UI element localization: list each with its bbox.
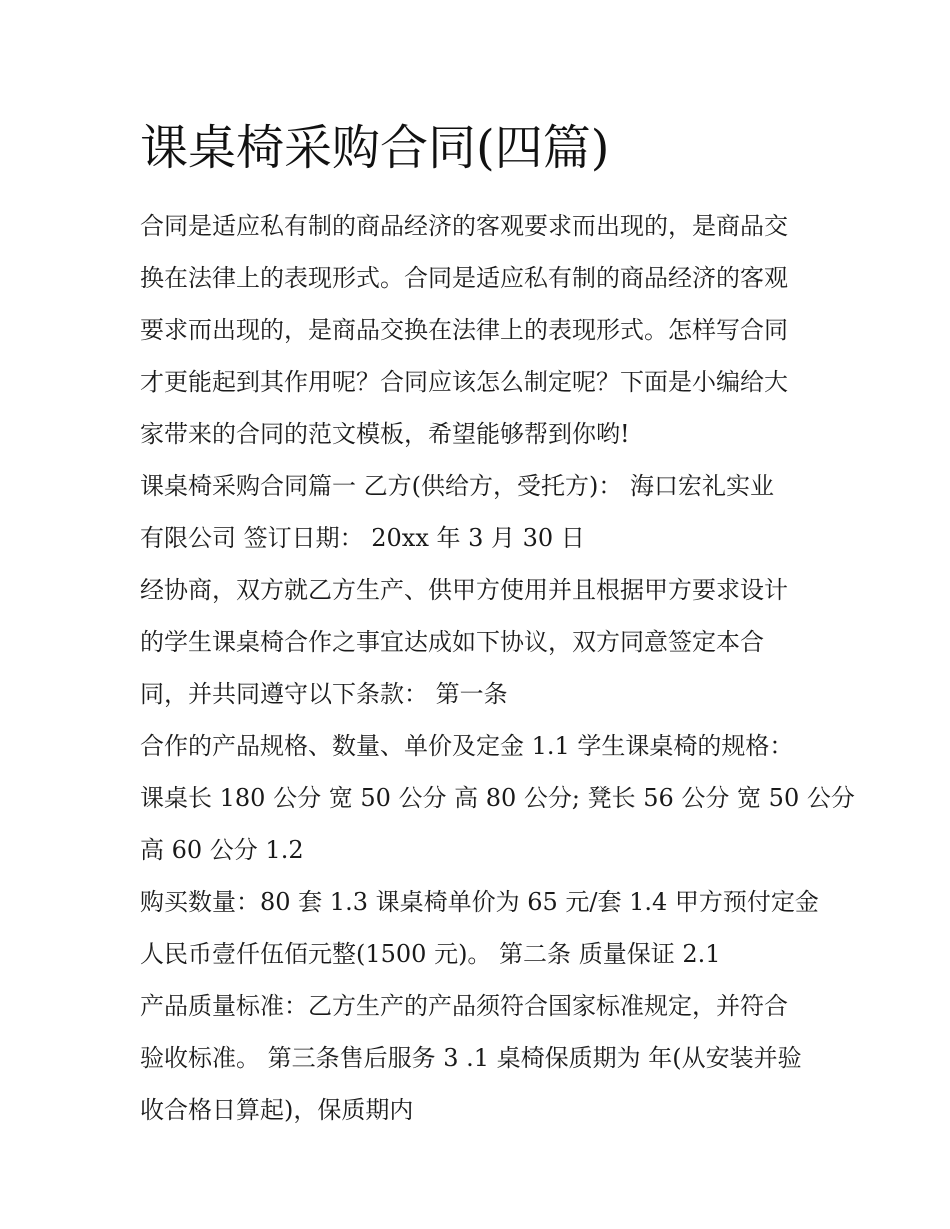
text-line: 经协商，双方就乙方生产、供甲方使用并且根据甲方要求设计 <box>140 576 788 604</box>
text-line: 收合格日算起)，保质期内 <box>140 1096 414 1124</box>
text-line: 人民币壹仟伍佰元整(1500 元)。 第二条 质量保证 2.1 <box>140 940 721 968</box>
text-line: 有限公司 签订日期： 20xx 年 3 月 30 日 <box>140 524 585 552</box>
text-line: 的学生课桌椅合作之事宜达成如下协议，双方同意签定本合 <box>140 628 764 656</box>
text-line: 课桌椅采购合同篇一 乙方(供给方，受托方)： 海口宏礼实业 <box>140 472 774 500</box>
text-line: 家带来的合同的范文模板，希望能够帮到你哟! <box>140 420 630 448</box>
document-title: 课桌椅采购合同(四篇) <box>140 120 610 176</box>
text-line: 验收标准。 第三条售后服务 3 .1 桌椅保质期为 年(从安装并验 <box>140 1044 802 1072</box>
text-line: 同，并共同遵守以下条款： 第一条 <box>140 680 508 708</box>
text-line: 要求而出现的，是商品交换在法律上的表现形式。怎样写合同 <box>140 316 788 344</box>
text-line: 购买数量：80 套 1.3 课桌椅单价为 65 元/套 1.4 甲方预付定金 <box>140 888 819 916</box>
document-body <box>140 200 855 1136</box>
text-line: 课桌长 180 公分 宽 50 公分 高 80 公分; 凳长 56 公分 宽 50 公分 <box>140 784 855 812</box>
text-line: 合作的产品规格、数量、单价及定金 1.1 学生课桌椅的规格： <box>140 732 794 760</box>
text-line: 换在法律上的表现形式。合同是适应私有制的商品经济的客观 <box>140 264 788 292</box>
text-line: 合同是适应私有制的商品经济的客观要求而出现的，是商品交 <box>140 212 788 240</box>
text-line: 才更能起到其作用呢？合同应该怎么制定呢？下面是小编给大 <box>140 368 788 396</box>
text-line: 产品质量标准：乙方生产的产品须符合国家标准规定，并符合 <box>140 992 788 1020</box>
text-line: 高 60 公分 1.2 <box>140 836 304 864</box>
